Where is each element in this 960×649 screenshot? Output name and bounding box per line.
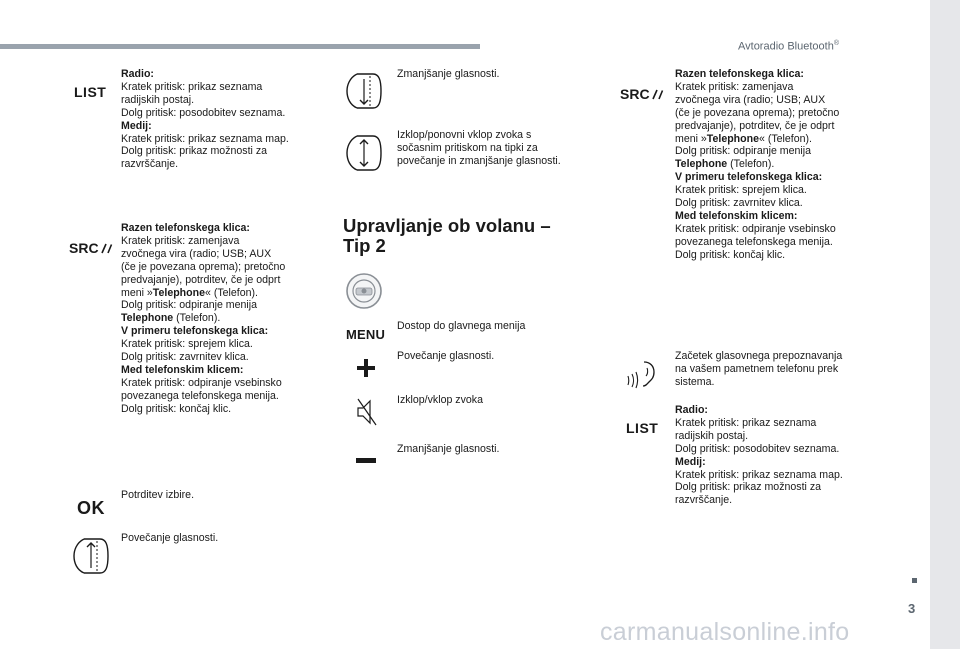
thumbwheel-mute-icon — [343, 132, 385, 174]
minus-description: Zmanjšanje glasnosti. — [397, 443, 500, 455]
list-button-icon-2: LIST — [626, 420, 659, 436]
header-rule — [0, 44, 480, 49]
list-description: Radio: Kratek pritisk: prikaz seznama radijskih postaj. Dolg pritisk: posodobitev seznama. Medij: Kratek pritisk: prikaz seznama map. Dolg pritisk: prikaz možnosti za razvrščanje. — [121, 68, 289, 171]
mute-description: Izklop/ponovni vklop zvoka s sočasnim pritiskom na tipki za povečanje in zmanjšanje glasnosti. — [397, 129, 561, 167]
src-button-icon: SRC — [69, 240, 113, 256]
plus-icon — [356, 358, 376, 378]
voice-description: Začetek glasovnega prepoznavanja na vašem pametnem telefonu prek sistema. — [675, 350, 843, 388]
ok-button-icon: OK — [77, 498, 105, 518]
list-description-2: Radio: Kratek pritisk: prikaz seznama radijskih postaj. Dolg pritisk: posodobitev seznama. Medij: Kratek pritisk: prikaz seznama map. Dolg pritisk: prikaz možnosti za razvrščanje. — [675, 404, 843, 507]
src-description-2: Razen telefonskega klica: Kratek pritisk: zamenjava zvočnega vira (radio; USB; AUX (če je povezana oprema); pretočno predvajanje), potrditev, če je odprt meni »Telephone« (Telefon). Dolg pritisk: odpiranje menija Telephone (Telefon). V primeru telefonskega klica: Kratek pritisk: sprejem klica. Dolg pritisk: zavrnitev klica. Med telefonskim klicem: Kratek pritisk: odpiranje vsebinsko povezanega telefonskega menija. Dolg pritisk: končaj klic. — [675, 68, 840, 261]
volume-down-description: Zmanjšanje glasnosti. — [397, 68, 500, 80]
src-button-icon-2: SRC — [620, 86, 664, 102]
thumbwheel-down-icon — [343, 70, 385, 112]
watermark: carmanualsonline.info — [600, 618, 850, 646]
page-number: 3 — [908, 601, 916, 616]
ok-description: Potrditev izbire. — [121, 489, 195, 501]
section-title: Upravljanje ob volanu – Tip 2 — [343, 215, 551, 256]
thumbwheel-up-icon — [70, 535, 112, 577]
side-margin-band — [930, 0, 960, 649]
menu-button-icon: MENU — [346, 327, 386, 342]
page-marker — [912, 578, 917, 583]
plus-description: Povečanje glasnosti. — [397, 350, 495, 362]
menu-description: Dostop do glavnega menija — [397, 320, 526, 332]
call-slash-icon — [99, 241, 113, 255]
minus-icon — [356, 458, 376, 463]
list-button-icon: LIST — [74, 84, 107, 100]
mute-toggle-description: Izklop/vklop zvoka — [397, 394, 483, 406]
src-description: Razen telefonskega klica: Kratek pritisk: zamenjava zvočnega vira (radio; USB; AUX (če je povezana oprema); pretočno predvajanje), potrditev, če je odprt meni »Telephone« (Telefon). Dolg pritisk: odpiranje menija Telephone (Telefon). V primeru telefonskega klica: Kratek pritisk: sprejem klica. Dolg pritisk: zavrnitev klica. Med telefonskim klicem: Kratek pritisk: odpiranje vsebinsko povezanega telefonskega menija. Dolg pritisk: končaj klic. — [121, 222, 286, 415]
call-slash-icon — [650, 87, 664, 101]
steering-wheel-icon — [343, 270, 385, 312]
page-header-title: Avtoradio Bluetooth® — [738, 40, 839, 53]
volume-up-description: Povečanje glasnosti. — [121, 532, 219, 544]
mute-icon — [355, 397, 379, 427]
voice-recognition-icon — [624, 358, 660, 390]
